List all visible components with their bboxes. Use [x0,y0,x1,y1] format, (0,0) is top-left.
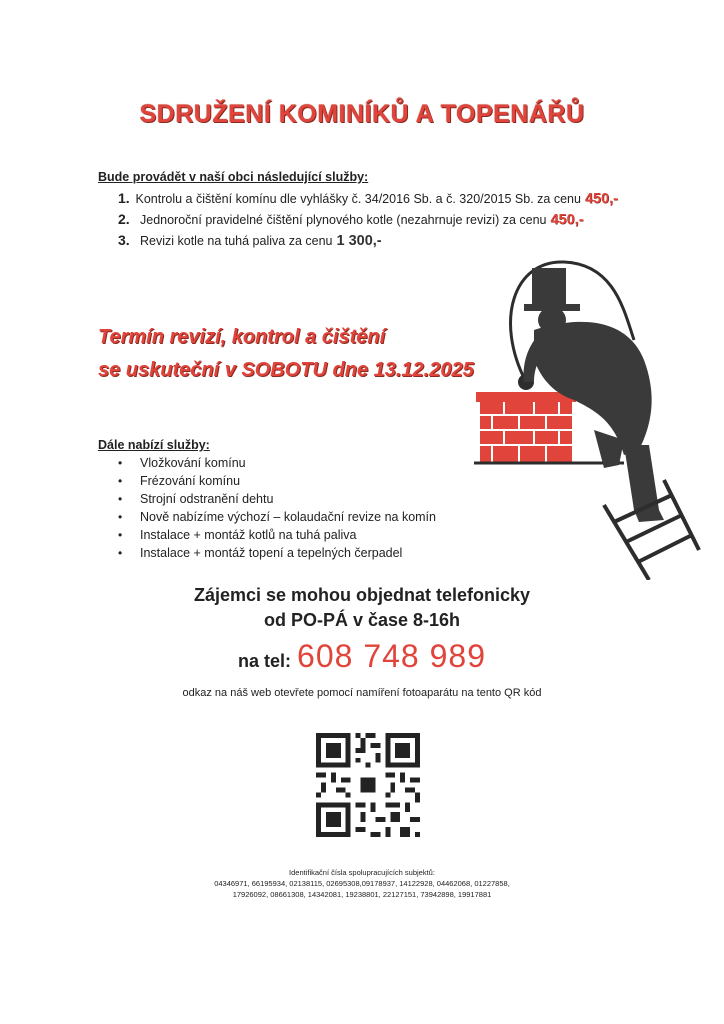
list-item-text: Instalace + montáž kotlů na tuhá paliva [140,528,357,542]
extra-services-list [118,456,478,564]
page-title: SDRUŽENÍ KOMINÍKŮ A TOPENÁŘŮ [139,100,585,128]
services-heading: Bude provádět v naší obci následující služby: [98,170,369,184]
list-item [118,492,478,510]
service-text: Revizi kotle na tuhá paliva za cenu [140,234,333,248]
bullet-icon: • [118,492,123,506]
bullet-icon: • [118,510,123,524]
service-number: 1. [118,190,130,206]
footer-heading: Identifikační čísla spolupracujících subjektů: [289,868,435,877]
service-number: 2. [118,211,130,227]
phone-block [0,638,724,675]
footer-ids-line1: 04346971, 66195934, 02138115, 02695308,09178937, 14122928, 04462068, 01227858, [214,879,510,888]
order-line1: Zájemci se mohou objednat telefonicky [193,585,531,605]
list-item [118,456,478,474]
list-item-text: Nově nabízíme výchozí – kolaudační revize na komín [140,510,436,524]
service-price: 450,- [550,212,584,228]
extra-services-heading: Dále nabízí služby: [98,438,210,452]
brick-chimney-icon [476,392,576,462]
services-list [118,190,618,253]
qr-code-icon[interactable] [316,733,420,837]
service-price: 450,- [584,191,618,207]
bullet-icon: • [118,546,123,560]
phone-number[interactable]: 608 748 989 [297,638,486,674]
service-item [118,190,618,211]
list-item-text: Vložkování komínu [140,456,246,470]
list-item-text: Instalace + montáž topení a tepelných čerpadel [140,546,403,560]
service-item [118,211,618,232]
service-text: Jednoroční pravidelné čištění plynového kotle (nezahrnuje revizi) za cenu [140,213,547,227]
list-item [118,546,478,564]
service-text: Kontrolu a čištění komínu dle vyhlášky č. 34/2016 Sb. a č. 320/2015 Sb. za cenu [135,192,581,206]
footer-ids [0,867,724,900]
footer-ids-line2: 17926092, 08661308, 14342081, 19238801, 22127151, 73942898, 19917881 [232,890,492,899]
list-item [118,474,478,492]
bullet-icon: • [118,528,123,542]
bullet-icon: • [118,456,123,470]
chimney-sweep-icon [474,250,704,580]
list-item [118,528,478,546]
list-item [118,510,478,528]
list-item-text: Frézování komínu [140,474,241,488]
list-item-text: Strojní odstranění dehtu [140,492,274,506]
bullet-icon: • [118,474,123,488]
phone-label: na tel: [238,651,292,671]
date-notice-line2: se uskuteční v SOBOTU dne 13.12.2025 [98,359,474,381]
date-notice-line1: Termín revizí, kontrol a čištění [98,326,386,348]
service-number: 3. [118,232,130,248]
order-line2: od PO-PÁ v čase 8-16h [263,610,461,630]
qr-note: odkaz na náš web otevřete pomocí namíření fotoaparátu na tento QR kód [182,687,542,699]
service-price: 1 300,- [336,233,382,249]
